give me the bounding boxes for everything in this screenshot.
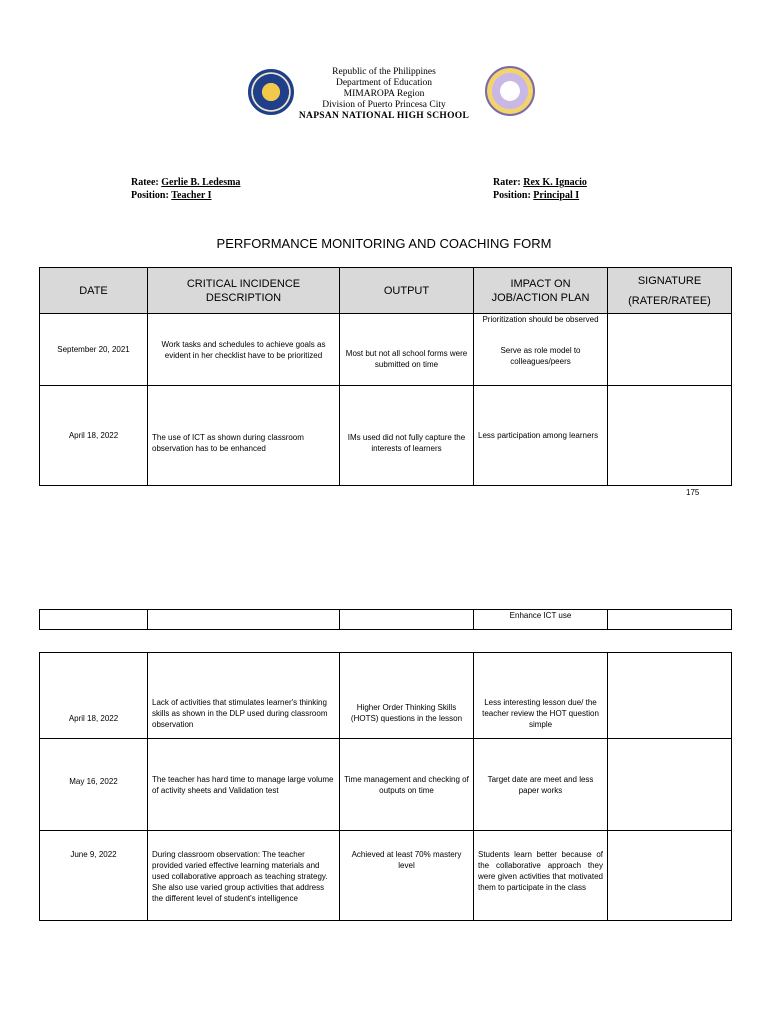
- cell-description: The use of ICT as shown during classroom observation has to be enhanced: [148, 386, 340, 486]
- page-number: 175: [686, 488, 700, 497]
- ratee-block: [131, 176, 240, 202]
- ratee-name: Gerlie B. Ledesma: [161, 177, 241, 188]
- col-date: DATE: [40, 268, 148, 314]
- header-department: Department of Education: [335, 78, 433, 88]
- table-row: [40, 314, 732, 386]
- table-row: [40, 386, 732, 486]
- cell-signature: [608, 831, 732, 921]
- table-row: [40, 831, 732, 921]
- rater-position: Principal I: [533, 190, 580, 201]
- col-signature-sub: (RATER/RATEE): [628, 294, 711, 307]
- cell-signature: [608, 386, 732, 486]
- cell-description: During classroom observation: The teacher provided varied effective learning materials and used collaborative approach as teaching strategy. She also use varied group activities that address the different level of student's intelligence: [148, 831, 340, 921]
- header-division: Division of Puerto Princesa City: [322, 100, 446, 110]
- col-signature: [608, 268, 732, 314]
- table-header-row: [40, 268, 732, 314]
- col-signature-title: SIGNATURE: [637, 274, 702, 287]
- rater-name: Rex K. Ignacio: [523, 177, 587, 188]
- cell-impact: Target date are meet and less paper works: [474, 739, 608, 831]
- coaching-table-continuation: [39, 609, 732, 630]
- coaching-table-page2: [39, 652, 732, 921]
- col-description: CRITICAL INCIDENCE DESCRIPTION: [148, 268, 340, 314]
- cell-impact-top: Prioritization should be observed: [482, 315, 599, 324]
- cell-impact: Students learn better because of the collaborative approach they were given activities that motivated them to participate in the class: [474, 831, 608, 921]
- ratee-label: Ratee:: [131, 177, 159, 188]
- cell-description: Lack of activities that stimulates learner's thinking skills as shown in the DLP used during classroom observation: [148, 653, 340, 739]
- cell-output: Achieved at least 70% mastery level: [340, 831, 474, 921]
- cell-date: May 16, 2022: [40, 739, 148, 831]
- cell-impact: Enhance ICT use: [474, 610, 608, 630]
- cell-output: Most but not all school forms were submitted on time: [340, 314, 474, 386]
- cell-output: IMs used did not fully capture the interests of learners: [340, 386, 474, 486]
- cell-description: Work tasks and schedules to achieve goals as evident in her checklist have to be prioritized: [148, 314, 340, 386]
- cell-signature: [608, 610, 732, 630]
- cell-signature: [608, 739, 732, 831]
- ratee-position-label: Position:: [131, 190, 169, 201]
- table-row: [40, 739, 732, 831]
- cell-impact: Less interesting lesson due/ the teacher review the HOT question simple: [474, 653, 608, 739]
- cell-date: [40, 610, 148, 630]
- cell-impact: Less participation among learners: [474, 386, 608, 486]
- cell-output: Time management and checking of outputs on time: [340, 739, 474, 831]
- cell-date: September 20, 2021: [40, 314, 148, 386]
- table-row: [40, 610, 732, 630]
- cell-description: The teacher has hard time to manage large volume of activity sheets and Validation test: [148, 739, 340, 831]
- form-title: PERFORMANCE MONITORING AND COACHING FORM: [216, 236, 552, 251]
- col-output: OUTPUT: [340, 268, 474, 314]
- ratee-position: Teacher I: [171, 190, 212, 201]
- table-row: [40, 653, 732, 739]
- cell-date: April 18, 2022: [40, 653, 148, 739]
- cell-signature: [608, 314, 732, 386]
- rater-block: [493, 176, 587, 202]
- deped-seal-icon: [248, 69, 294, 115]
- school-seal-icon: [485, 66, 535, 116]
- col-impact: IMPACT ON JOB/ACTION PLAN: [474, 268, 608, 314]
- cell-impact: [474, 314, 608, 386]
- rater-position-label: Position:: [493, 190, 531, 201]
- header-republic: Republic of the Philippines: [332, 67, 436, 77]
- cell-impact-main: Serve as role model to colleagues/peers: [500, 346, 581, 366]
- rater-label: Rater:: [493, 177, 521, 188]
- cell-date: June 9, 2022: [40, 831, 148, 921]
- cell-output: Higher Order Thinking Skills (HOTS) questions in the lesson: [340, 653, 474, 739]
- cell-output: [340, 610, 474, 630]
- cell-description: [148, 610, 340, 630]
- header-school-name: NAPSAN NATIONAL HIGH SCHOOL: [298, 111, 470, 121]
- coaching-table-page1: [39, 267, 732, 486]
- cell-signature: [608, 653, 732, 739]
- cell-date: April 18, 2022: [40, 386, 148, 486]
- header-region: MIMAROPA Region: [343, 89, 425, 99]
